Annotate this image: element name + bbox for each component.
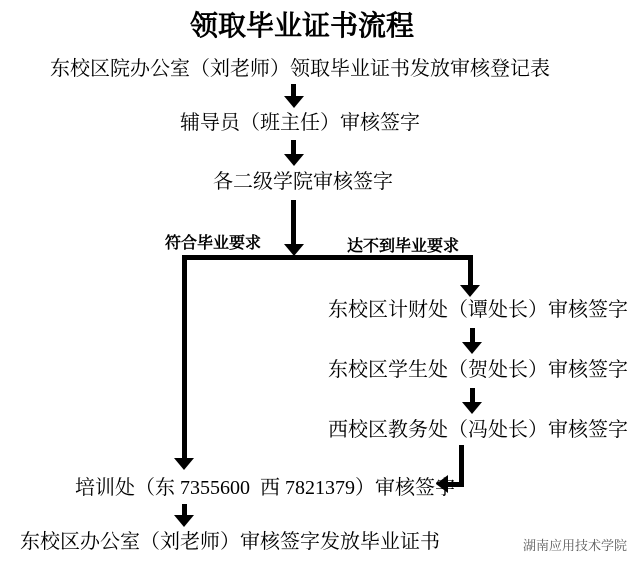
arrow-shaft-finance-student: [470, 328, 475, 343]
step-registration-form: 东校区院办公室（刘老师）领取毕业证书发放审核登记表: [50, 58, 550, 80]
arrow-down-icon: [460, 285, 480, 297]
arrow-shaft-step3-branch: [291, 200, 296, 245]
step-counselor-sign: 辅导员（班主任）审核签字: [180, 112, 420, 134]
step-training-office: 培训处（东 7355600 西 7821379）审核签字: [75, 477, 455, 499]
page-title: 领取毕业证书流程: [190, 11, 415, 42]
branch-label-qualified: 符合毕业要求: [165, 235, 262, 252]
arrow-shaft-step2-step3: [291, 140, 296, 155]
arrow-down-icon: [284, 154, 304, 166]
arrow-down-icon: [174, 458, 194, 470]
arrow-down-icon: [462, 342, 482, 354]
arrow-shaft-student-academic: [470, 388, 475, 403]
arrow-down-icon: [284, 96, 304, 108]
arrow-down-icon: [174, 515, 194, 527]
branch-label-unqualified: 达不到毕业要求: [347, 238, 460, 255]
branch-line-right-vertical: [468, 255, 473, 285]
step-student-office: 东校区学生处（贺处长）审核签字: [328, 359, 628, 381]
step-final-issue: 东校区办公室（刘老师）审核签字发放毕业证书: [20, 531, 440, 553]
step-academic-office: 西校区教务处（冯处长）审核签字: [328, 419, 628, 441]
watermark-text: 湖南应用技术学院: [523, 538, 628, 553]
merge-connector-vertical: [459, 445, 464, 487]
step-finance-office: 东校区计财处（谭处长）审核签字: [328, 299, 628, 321]
branch-line-left-vertical: [182, 255, 187, 458]
step-college-sign: 各二级学院审核签字: [213, 171, 393, 193]
branch-line-horizontal: [182, 255, 473, 260]
arrow-down-icon: [462, 402, 482, 414]
